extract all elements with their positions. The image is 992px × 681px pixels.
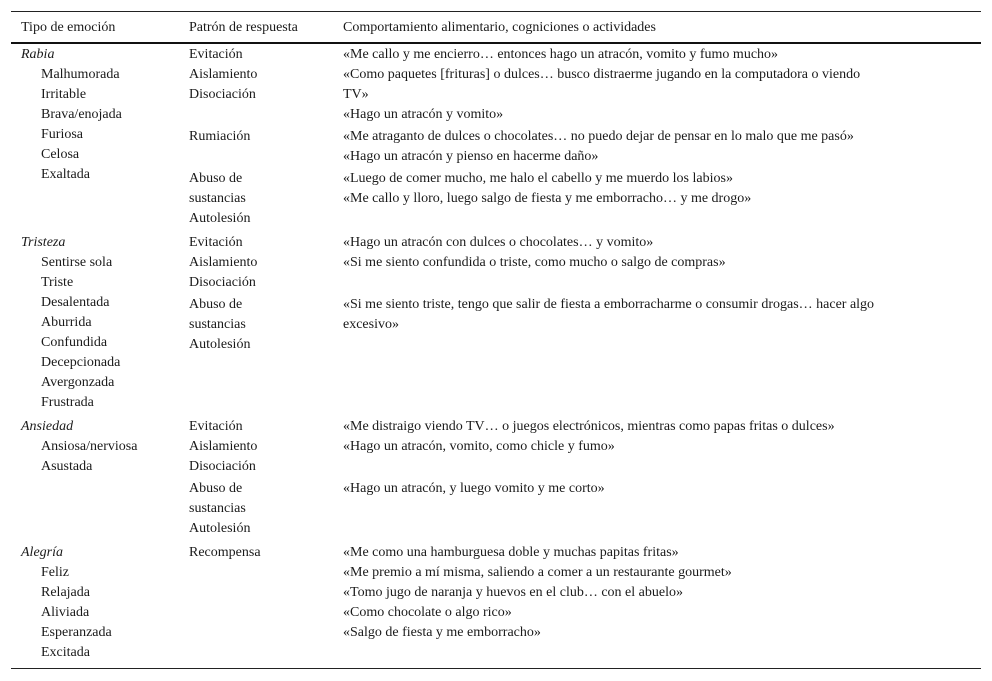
pattern-label: Evitación bbox=[189, 235, 243, 250]
sub-emotion: Desalentada bbox=[41, 295, 110, 310]
sub-emotion: Furiosa bbox=[41, 127, 83, 142]
emotion-column bbox=[21, 543, 181, 663]
pattern-cell bbox=[189, 417, 329, 477]
behavior-quote: «Salgo de fiesta y me emborracho» bbox=[343, 625, 541, 640]
table-bottom-rule bbox=[11, 668, 981, 669]
pattern-cell bbox=[189, 127, 329, 147]
sub-emotion: Confundida bbox=[41, 335, 108, 350]
pattern-label: Abuso de bbox=[189, 297, 243, 312]
behavior-quote: «Como chocolate o algo rico» bbox=[343, 605, 512, 620]
emotion-name: Tristeza bbox=[21, 235, 66, 250]
pattern-cell bbox=[189, 479, 329, 539]
emotion-column bbox=[21, 233, 181, 413]
behavior-quote: «Como paquetes [frituras] o dulces… busco distraerme jugando en la computadora o viendo bbox=[343, 67, 861, 82]
behavior-quote: «Me distraigo viendo TV… o juegos electrónicos, mientras como papas fritas o dulces» bbox=[343, 419, 835, 434]
sub-emotion: Excitada bbox=[41, 645, 90, 660]
sub-emotion: Triste bbox=[41, 275, 74, 290]
pattern-label: Rumiación bbox=[189, 129, 251, 144]
sub-emotion: Asustada bbox=[41, 459, 93, 474]
behavior-cell bbox=[343, 479, 943, 499]
behavior-quote: TV» bbox=[343, 87, 369, 102]
pattern-cell bbox=[189, 543, 329, 563]
behavior-cell bbox=[343, 295, 943, 335]
pattern-label: Aislamiento bbox=[189, 439, 258, 454]
sub-emotion: Malhumorada bbox=[41, 67, 120, 82]
sub-emotion: Decepcionada bbox=[41, 355, 121, 370]
pattern-label: Disociación bbox=[189, 275, 256, 290]
behavior-quote: «Luego de comer mucho, me halo el cabello y me muerdo los labios» bbox=[343, 171, 733, 186]
pattern-label: Evitación bbox=[189, 419, 243, 434]
behavior-cell bbox=[343, 127, 943, 167]
sub-emotion: Aburrida bbox=[41, 315, 92, 330]
behavior-quote: «Tomo jugo de naranja y huevos en el club… con el abuelo» bbox=[343, 585, 683, 600]
sub-emotion: Sentirse sola bbox=[41, 255, 113, 270]
behavior-quote: «Hago un atracón y pienso en hacerme daño» bbox=[343, 149, 599, 164]
pattern-label: Disociación bbox=[189, 87, 256, 102]
behavior-quote: «Me atraganto de dulces o chocolates… no puedo dejar de pensar en lo malo que me pasó» bbox=[343, 129, 854, 144]
behavior-quote: «Me callo y me encierro… entonces hago un atracón, vomito y fumo mucho» bbox=[343, 47, 779, 62]
pattern-label: Abuso de bbox=[189, 171, 243, 186]
sub-emotion: Brava/enojada bbox=[41, 107, 122, 122]
emotion-name: Rabia bbox=[21, 47, 55, 62]
sub-emotion: Relajada bbox=[41, 585, 90, 600]
header-behavior: Comportamiento alimentario, cogniciones o actividades bbox=[343, 20, 656, 35]
header-emotion-type: Tipo de emoción bbox=[21, 20, 116, 35]
behavior-quote: «Me premio a mí misma, saliendo a comer a un restaurante gourmet» bbox=[343, 565, 732, 580]
pattern-label: sustancias bbox=[189, 501, 246, 516]
behavior-quote: «Hago un atracón y vomito» bbox=[343, 107, 504, 122]
behavior-cell bbox=[343, 233, 943, 273]
pattern-label: Autolesión bbox=[189, 521, 251, 536]
behavior-quote: «Hago un atracón con dulces o chocolates… y vomito» bbox=[343, 235, 654, 250]
pattern-cell bbox=[189, 169, 329, 229]
behavior-quote: «Me como una hamburguesa doble y muchas papitas fritas» bbox=[343, 545, 679, 560]
behavior-cell bbox=[343, 417, 943, 457]
pattern-label: Aislamiento bbox=[189, 67, 258, 82]
pattern-label: Disociación bbox=[189, 459, 256, 474]
pattern-cell bbox=[189, 295, 329, 355]
header-response-pattern: Patrón de respuesta bbox=[189, 20, 298, 35]
behavior-quote: «Si me siento triste, tengo que salir de fiesta a emborracharme o consumir drogas… hacer algo bbox=[343, 297, 875, 312]
sub-emotion: Ansiosa/nerviosa bbox=[41, 439, 138, 454]
table-top-rule bbox=[11, 11, 981, 12]
behavior-cell bbox=[343, 45, 943, 125]
pattern-cell bbox=[189, 45, 329, 105]
behavior-quote: «Si me siento confundida o triste, como mucho o salgo de compras» bbox=[343, 255, 726, 270]
sub-emotion: Feliz bbox=[41, 565, 69, 580]
pattern-label: Aislamiento bbox=[189, 255, 258, 270]
pattern-cell bbox=[189, 233, 329, 293]
emotion-column bbox=[21, 45, 181, 185]
behavior-cell bbox=[343, 169, 943, 209]
behavior-cell bbox=[343, 543, 943, 643]
behavior-quote: «Me callo y lloro, luego salgo de fiesta y me emborracho… y me drogo» bbox=[343, 191, 752, 206]
pattern-label: sustancias bbox=[189, 317, 246, 332]
sub-emotion: Aliviada bbox=[41, 605, 90, 620]
emotion-name: Ansiedad bbox=[21, 419, 74, 434]
emotion-column bbox=[21, 417, 181, 477]
sub-emotion: Irritable bbox=[41, 87, 87, 102]
pattern-label: Autolesión bbox=[189, 337, 251, 352]
table-header-rule bbox=[11, 42, 981, 44]
sub-emotion: Avergonzada bbox=[41, 375, 115, 390]
pattern-label: Evitación bbox=[189, 47, 243, 62]
pattern-label: Autolesión bbox=[189, 211, 251, 226]
behavior-quote: «Hago un atracón, vomito, como chicle y fumo» bbox=[343, 439, 615, 454]
sub-emotion: Frustrada bbox=[41, 395, 94, 410]
pattern-label: sustancias bbox=[189, 191, 246, 206]
pattern-label: Recompensa bbox=[189, 545, 261, 560]
pattern-label: Abuso de bbox=[189, 481, 243, 496]
sub-emotion: Exaltada bbox=[41, 167, 90, 182]
emotion-name: Alegría bbox=[21, 545, 63, 560]
sub-emotion: Esperanzada bbox=[41, 625, 112, 640]
behavior-quote: excesivo» bbox=[343, 317, 399, 332]
behavior-quote: «Hago un atracón, y luego vomito y me corto» bbox=[343, 481, 605, 496]
sub-emotion: Celosa bbox=[41, 147, 80, 162]
